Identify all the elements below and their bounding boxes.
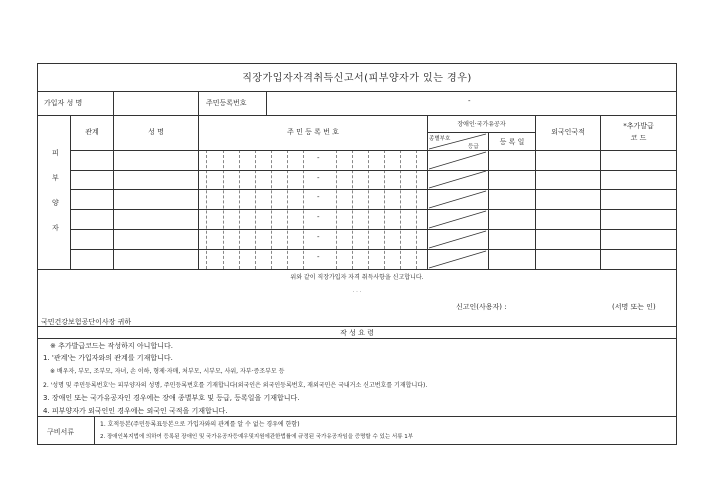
diagonal-row [429,251,486,268]
side-label-char: 자 [52,224,59,232]
declaration-statement: 위와 같이 직장가입자 자격 취득사항을 신고합니다. [290,274,424,281]
side-label-char: 피 [52,149,59,157]
subscriber-rrn-label: 주민등록번호 [206,99,247,107]
diagonal-header [429,134,486,149]
header-reg-date: 등 록 일 [499,138,525,146]
diagonal-row [429,191,486,208]
header-extra-code: *추가발급 [623,122,654,130]
form-title: 직장가입자자격취득신고서(피부양자가 있는 경우) [242,73,472,84]
side-label-char: 양 [52,199,59,207]
divider [38,91,676,92]
application-form [37,63,677,445]
row-rrn-dash: - [317,253,320,261]
docs-label: 구비서류 [47,428,75,436]
guide-line: ※ 배우자, 부모, 조부모, 자녀, 손 이하, 형제·자매, 처부모, 시부모, 사위, 자부·증조부모 등 [50,368,285,375]
header-foreigner-nationality: 외국인국적 [551,128,585,136]
guide-line: ※ 추가발급코드는 작성하지 아니합니다. [50,342,173,350]
header-name: 성 명 [148,128,164,136]
guide-line: 3. 장애인 또는 국가유공자인 경우에는 장애 종별부호 및 등급, 등록일을 기재합니다. [43,394,300,402]
guide-title: 작 성 요 령 [340,329,374,337]
side-label-char: 부 [52,174,59,182]
row-rrn-dash: - [317,233,320,241]
recipient: 국민건강보험공단이사장 귀하 [41,318,132,326]
row-rrn-dash: - [317,213,320,221]
row-rrn-dash: - [317,174,320,182]
disability-diagonals [427,132,489,270]
declaration-date: . . . [352,288,362,294]
diagonal-row [429,152,486,169]
header-disability-group: 장애인·국가유공자 [457,121,506,128]
header-extra-code-2: 코 드 [630,134,647,142]
header-type-code: 종별부호 [429,136,451,142]
guide-line: 2. '성명 및 주민등록번호'는 피부양자의 성명, 주민등록번호를 기재합니다(외국인은 외국인등록번호, 재외국민은 국내거소 신고번호를 기재합니다). [43,382,428,389]
subscriber-name-field[interactable] [114,93,197,113]
sign-label: (서명 또는 인) [612,303,656,311]
docs-item: 1. 호적등본(주민등록표등본으로 가입자와의 관계를 알 수 없는 경우에 한함) [100,421,300,428]
diagonal-row [429,211,486,228]
guide-line: 1. '관계'는 가입자와의 관계를 기재합니다. [43,354,173,362]
subscriber-name-label: 가입자 성 명 [44,99,83,107]
reporter-label: 신고인(사용자) : [456,303,507,311]
header-grade: 등급 [468,144,479,150]
guide-line: 4. 피부양자가 외국인인 경우에는 외국인 국적을 기재합니다. [43,407,228,415]
header-relation: 관계 [85,128,99,136]
docs-item: 2. 장애인복지법에 의하여 등록된 장애인 및 국가유공자등예우및지원에관한법률에 규정된 국가유공자임을 증명할 수 있는 서류 1부 [100,434,414,440]
row-rrn-dash: - [317,193,320,201]
header-rrn: 주 민 등 록 번 호 [287,128,339,136]
subscriber-rrn-dash: - [468,97,471,105]
row-rrn-dash: - [317,154,320,162]
diagonal-row [429,231,486,248]
diagonal-row [429,171,486,188]
